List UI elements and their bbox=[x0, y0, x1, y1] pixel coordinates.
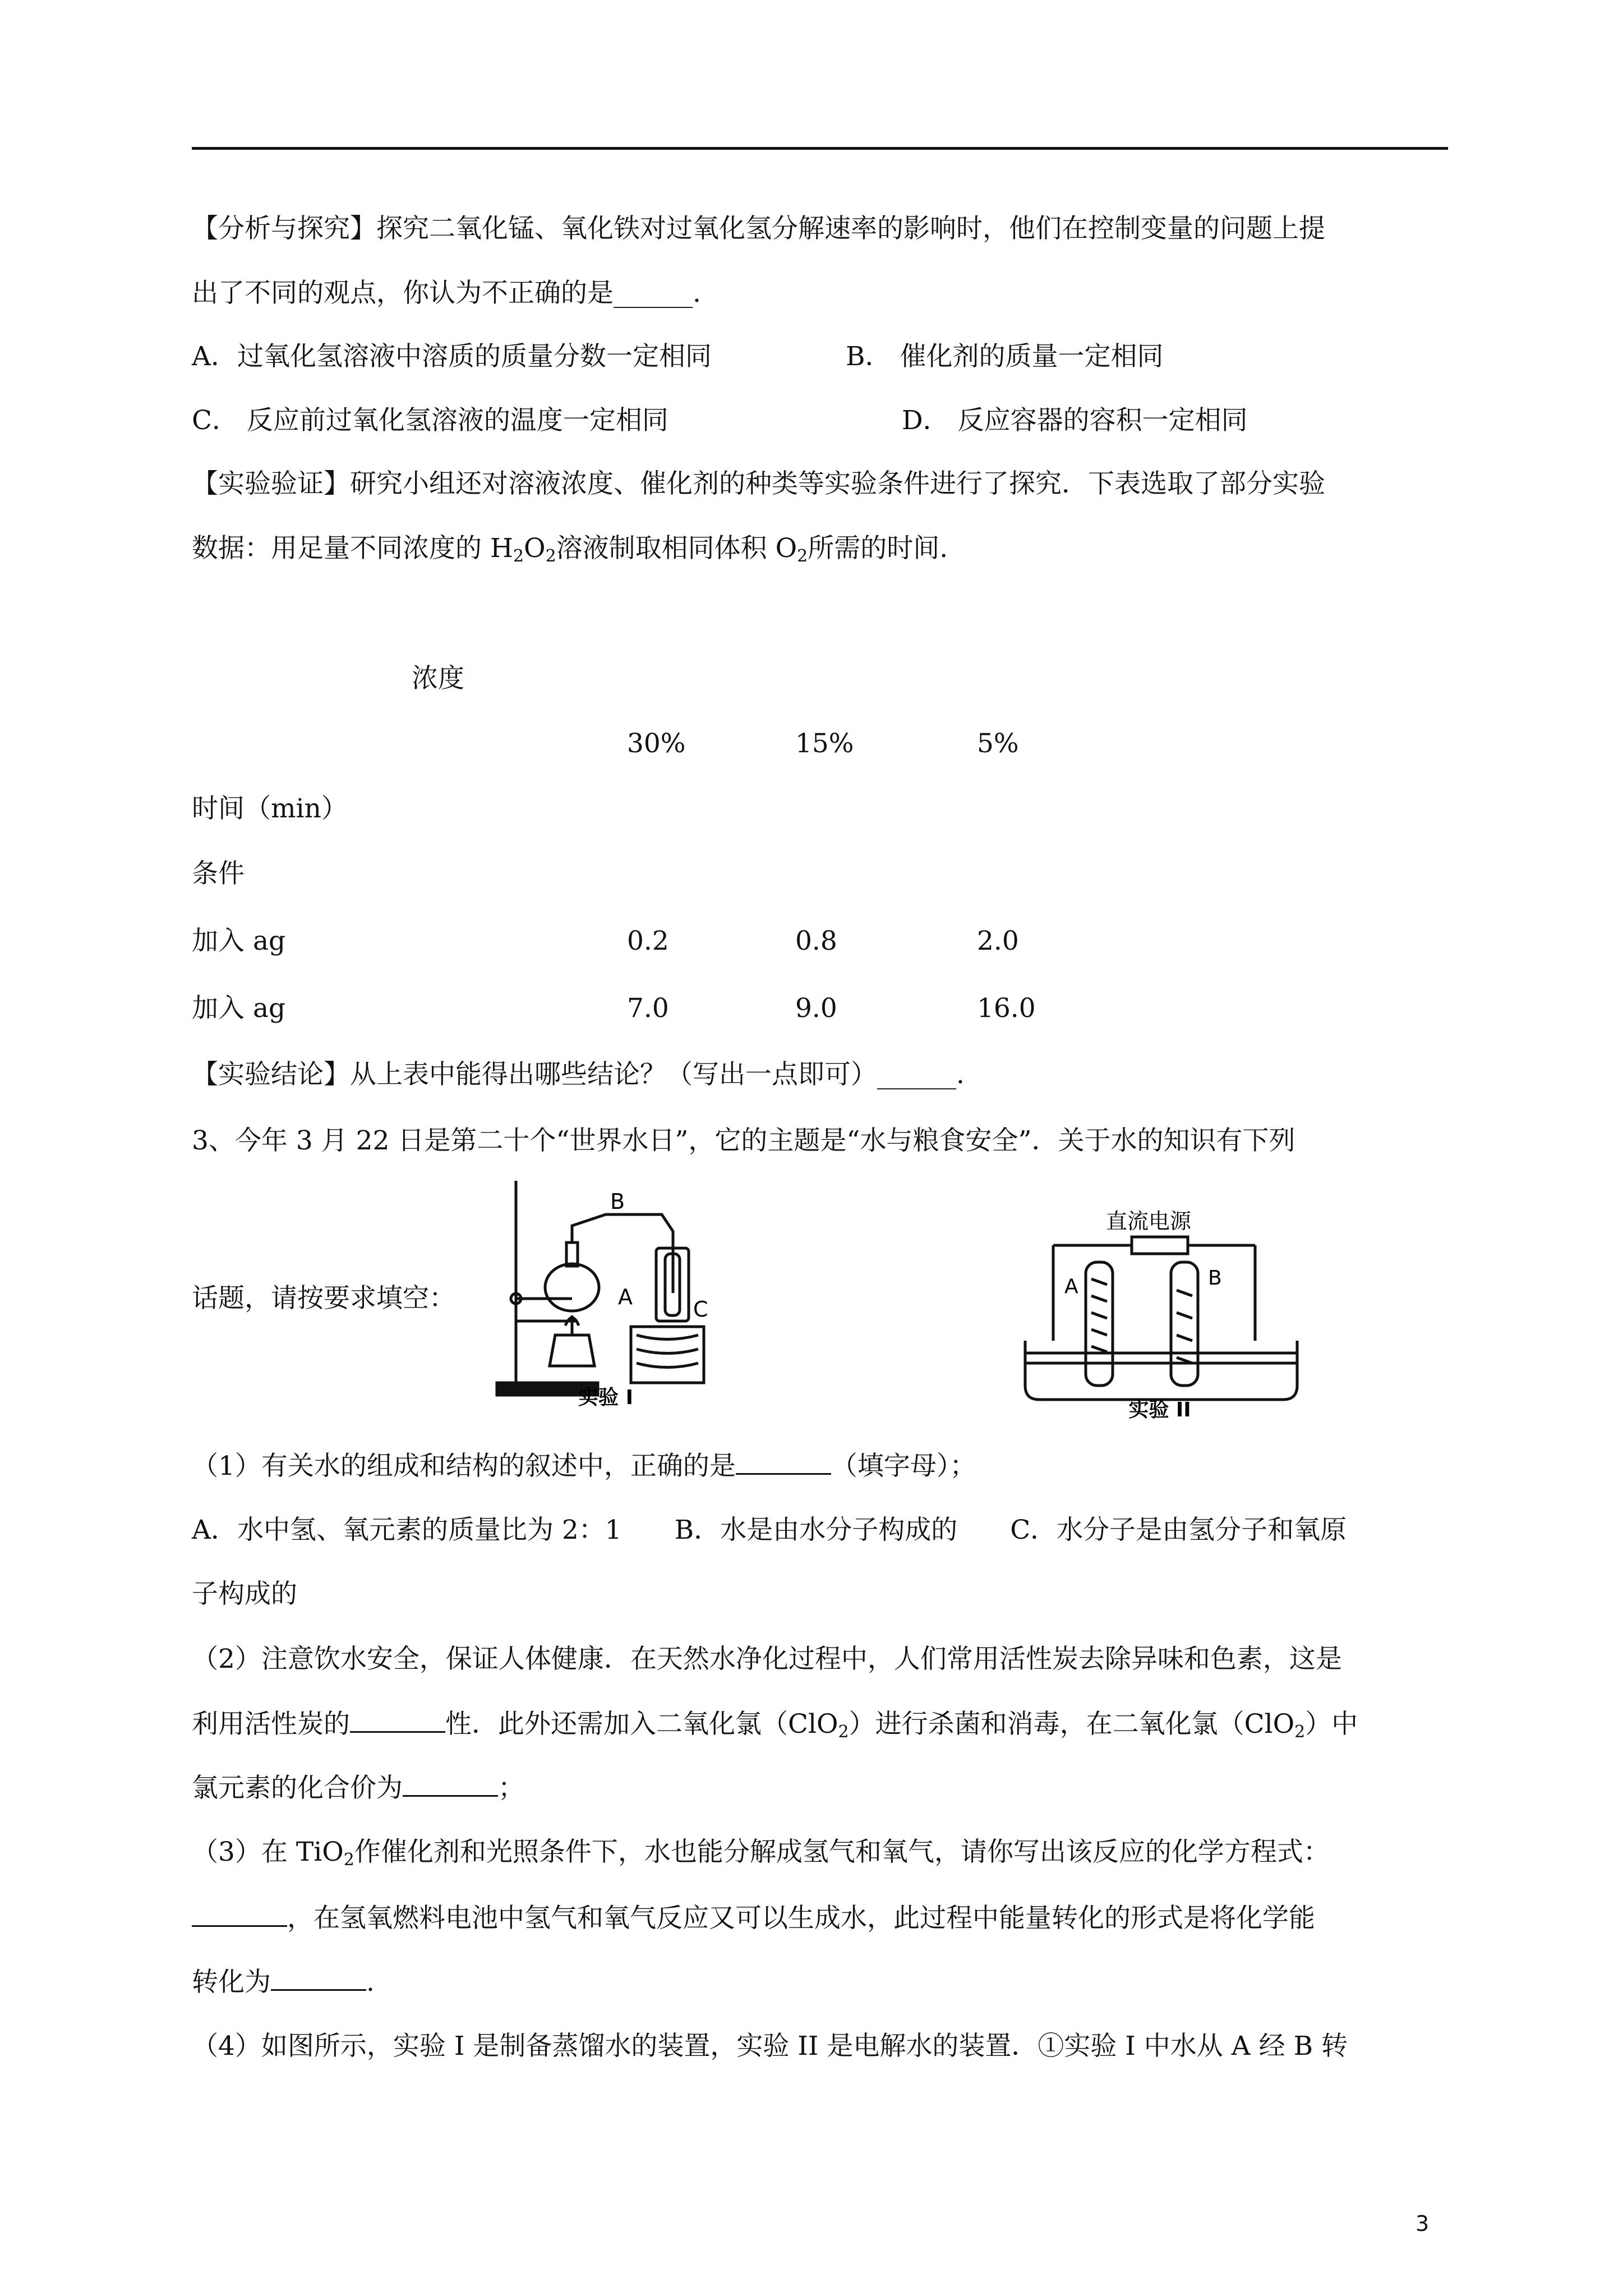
fig2-label-b: B bbox=[1208, 1267, 1222, 1290]
analysis-line-2: 出了不同的观点，你认为不正确的是______. bbox=[192, 278, 701, 309]
fig1-label-c: C bbox=[693, 1297, 708, 1322]
verification-line-1: 【实验验证】研究小组还对溶液浓度、催化剂的种类等实验条件进行了探究．下表选取了部分实验 bbox=[192, 468, 1325, 499]
fig2-power-label: 直流电源 bbox=[1105, 1209, 1192, 1234]
option-c: C． 反应前过氧化氢溶液的温度一定相同 bbox=[192, 405, 668, 436]
option-a: A．过氧化氢溶液中溶质的质量分数一定相同 bbox=[192, 341, 712, 372]
table-col-5: 5% bbox=[977, 728, 1019, 759]
table-cell: 7.0 bbox=[627, 993, 669, 1024]
table-cell: 0.8 bbox=[795, 926, 837, 956]
fig1-label-b: B bbox=[610, 1189, 625, 1214]
option-d: D． 反应容器的容积一定相同 bbox=[902, 405, 1248, 436]
table-col-30: 30% bbox=[627, 728, 686, 759]
answer-blank[interactable] bbox=[403, 1770, 498, 1797]
page-number: 3 bbox=[1415, 2211, 1430, 2236]
q2-line-1: （2）注意饮水安全，保证人体健康．在天然水净化过程中，人们常用活性炭去除异味和色素，这是 bbox=[192, 1644, 1342, 1674]
q1-options-line: A．水中氢、氧元素的质量比为 2：1 B．水是由水分子构成的 C．水分子是由氢分子和氧原 bbox=[192, 1515, 1347, 1545]
fig2-label-a: A bbox=[1064, 1275, 1078, 1298]
fig2-caption: 实验 II bbox=[1128, 1398, 1191, 1419]
q2-line-3: 氯元素的化合价为 ； bbox=[192, 1770, 524, 1805]
answer-blank[interactable] bbox=[350, 1706, 445, 1733]
answer-blank[interactable] bbox=[736, 1448, 831, 1475]
q3-line-3: 转化为 . bbox=[192, 1964, 375, 1999]
conclusion-line: 【实验结论】从上表中能得出哪些结论？（写出一点即可）______. bbox=[192, 1059, 965, 1090]
q3-line-1: （3）在 TiO$_2$作催化剂和光照条件下，水也能分解成氢气和氧气，请你写出该反应的化学方程式： bbox=[192, 1837, 1330, 1870]
question-3-line: 3、今年 3 月 22 日是第二十个“世界水日”，它的主题是“水与粮食安全”．关于水的知识有下列 bbox=[192, 1125, 1295, 1156]
electrolysis-apparatus-figure bbox=[1020, 1206, 1311, 1419]
fig1-caption: 实验 I bbox=[578, 1386, 633, 1409]
answer-blank[interactable] bbox=[271, 1964, 366, 1991]
q4-line: （4）如图所示，实验 I 是制备蒸馏水的装置，实验 II 是电解水的装置．①实验 I 中水从 A 经 B 转 bbox=[192, 2031, 1348, 2062]
table-row-1-label: 加入 ag bbox=[192, 926, 286, 956]
analysis-line-1: 【分析与探究】探究二氧化锰、氧化铁对过氧化氢分解速率的影响时，他们在控制变量的问题上提 bbox=[192, 213, 1325, 244]
table-header-time: 时间（min） bbox=[192, 793, 348, 824]
table-header-condition: 条件 bbox=[192, 858, 245, 889]
table-col-15: 15% bbox=[795, 728, 854, 759]
fig1-label-a: A bbox=[618, 1285, 633, 1309]
question-3-line-2: 话题，请按要求填空： bbox=[192, 1283, 455, 1314]
header-rule bbox=[192, 147, 1448, 150]
table-row-2-label: 加入 ag bbox=[192, 993, 286, 1024]
table-cell: 2.0 bbox=[977, 926, 1019, 956]
option-b: B． 催化剂的质量一定相同 bbox=[846, 341, 1164, 372]
table-header-concentration: 浓度 bbox=[412, 663, 464, 694]
table-cell: 9.0 bbox=[795, 993, 837, 1024]
table-cell: 0.2 bbox=[627, 926, 669, 956]
distillation-apparatus-figure bbox=[494, 1175, 718, 1411]
q3-line-2: ，在氢氧燃料电池中氢气和氧气反应又可以生成水，此过程中能量转化的形式是将化学能 bbox=[192, 1901, 1315, 1935]
q2-line-2: 利用活性炭的 性．此外还需加入二氧化氯（ClO$_2$）进行杀菌和消毒，在二氧化氯（ClO$_2$）中 bbox=[192, 1706, 1358, 1749]
q1-options-line-2: 子构成的 bbox=[192, 1579, 297, 1609]
q1-line: （1）有关水的组成和结构的叙述中，正确的是 （填字母）； bbox=[192, 1448, 976, 1483]
verification-line-2: 数据：用足量不同浓度的 $H_2O_2$溶液制取相同体积 $O_2$所需的时间. bbox=[192, 533, 948, 566]
answer-blank[interactable] bbox=[192, 1901, 287, 1927]
table-cell: 16.0 bbox=[977, 993, 1036, 1024]
